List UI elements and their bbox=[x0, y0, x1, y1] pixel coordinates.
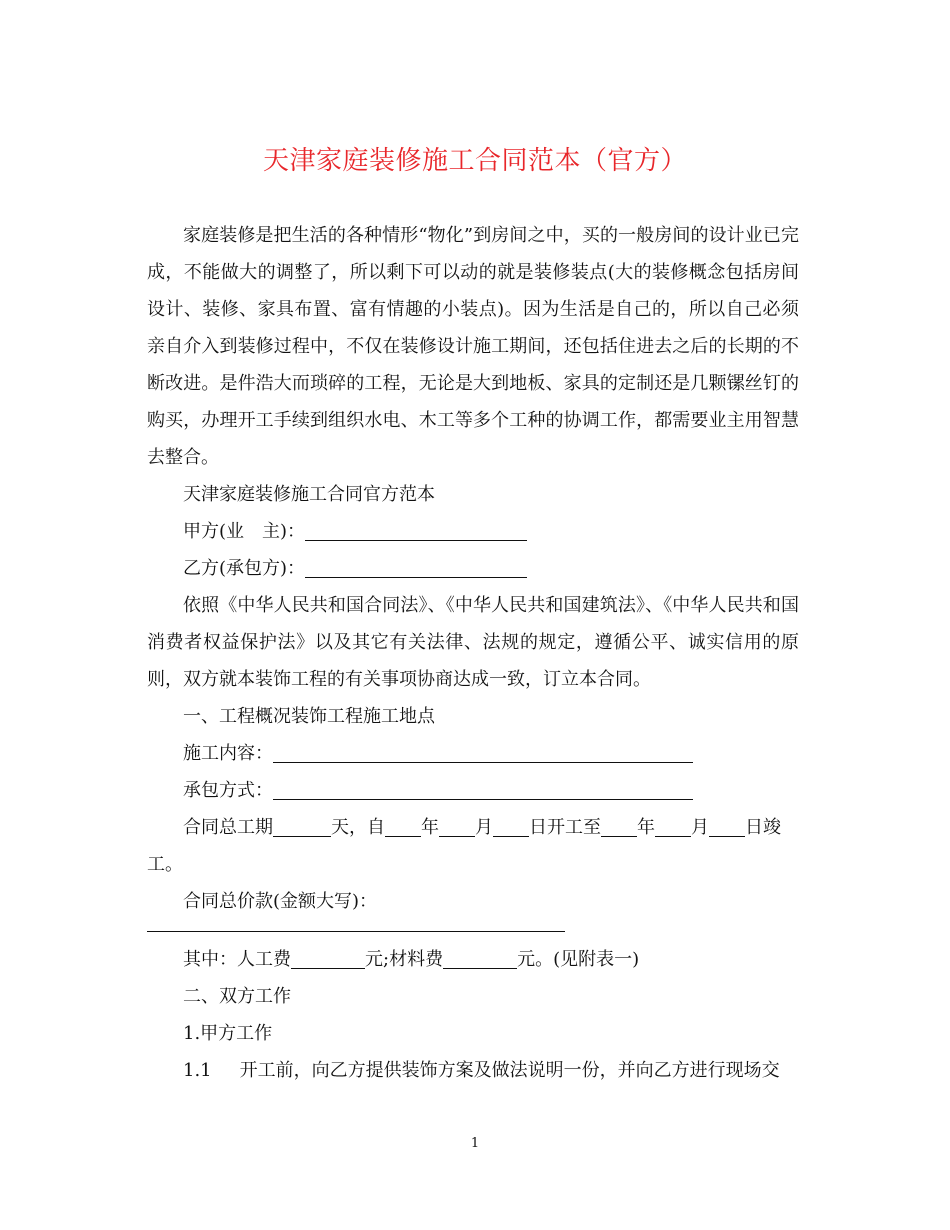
end-year-blank[interactable] bbox=[601, 814, 637, 837]
breakdown-line bbox=[147, 941, 799, 978]
contract-mode-label: 承包方式： bbox=[183, 780, 273, 801]
basis-paragraph: 依照《中华人民共和国合同法》、《中华人民共和国建筑法》、《中华人民共和国消费者权益保护法》以及其它有关法律、法规的规定，遵循公平、诚实信用的原则，双方就本装饰工程的有关事项协商达成一致，订立本合同。 bbox=[147, 595, 799, 690]
end-month-blank[interactable] bbox=[655, 814, 691, 837]
start-month-blank[interactable] bbox=[439, 814, 475, 837]
party-a-line bbox=[147, 513, 799, 550]
period-end-line: 工。 bbox=[147, 854, 183, 875]
party-b-blank[interactable] bbox=[305, 555, 527, 578]
party-b-label: 乙方(承包方)： bbox=[183, 558, 306, 579]
contract-mode-line bbox=[147, 772, 799, 809]
labor-cost-blank[interactable] bbox=[291, 946, 365, 969]
document-body bbox=[147, 217, 799, 920]
material-cost-blank[interactable] bbox=[443, 946, 517, 969]
content-line bbox=[147, 735, 799, 772]
page-number: 1 bbox=[470, 1136, 480, 1151]
breakdown-prefix: 其中：人工费 bbox=[183, 949, 291, 970]
party-b-line bbox=[147, 550, 799, 587]
item-1-1-number: 1.1 bbox=[183, 1060, 212, 1081]
period-month1-text: 月 bbox=[475, 817, 493, 838]
breakdown-labor-unit: 元;材料费 bbox=[365, 949, 444, 970]
content-blank[interactable] bbox=[273, 740, 693, 763]
item-1-1 bbox=[147, 1052, 799, 1089]
start-day-blank[interactable] bbox=[493, 814, 529, 837]
content-label: 施工内容： bbox=[183, 743, 273, 764]
party-a-label: 甲方(业 主)： bbox=[183, 521, 306, 542]
days-blank[interactable] bbox=[273, 814, 331, 837]
document-title: 天津家庭装修施工合同范本（官方） bbox=[262, 146, 687, 176]
section1-heading: 一、工程概况装饰工程施工地点 bbox=[183, 706, 435, 727]
period-days-text: 天，自 bbox=[331, 817, 385, 838]
breakdown-material-unit: 元。(见附表一) bbox=[517, 949, 640, 970]
total-price-blank[interactable] bbox=[147, 931, 565, 932]
party-a-blank[interactable] bbox=[305, 518, 527, 541]
total-price-line: 合同总价款(金额大写)： bbox=[183, 891, 378, 912]
end-day-blank[interactable] bbox=[709, 814, 745, 837]
period-year2-text: 年 bbox=[637, 817, 655, 838]
intro-paragraph: 家庭装修是把生活的各种情形“物化”到房间之中，买的一般房间的设计业已完成，不能做大的调整了，所以剩下可以动的就是装修装点(大的装修概念包括房间设计、装修、家具布置、富有情趣的小装点)。因为生活是自己的，所以自己必须亲自介入到装修过程中，不仅在装修设计施工期间，还包括住进去之后的长期的不断改进。是件浩大而琐碎的工程，无论是大到地板、家具的定制还是几颗镙丝钉的购买，办理开工手续到组织水电、木工等多个工种的协调工作，都需要业主用智慧去整合。 bbox=[147, 225, 799, 468]
period-month2-text: 月 bbox=[691, 817, 709, 838]
period-year1-text: 年 bbox=[421, 817, 439, 838]
section2-heading: 二、双方工作 bbox=[183, 986, 291, 1007]
start-year-blank[interactable] bbox=[385, 814, 421, 837]
period-day1-text: 日开工至 bbox=[529, 817, 601, 838]
contract-mode-blank[interactable] bbox=[273, 777, 693, 800]
period-label: 合同总工期 bbox=[183, 817, 273, 838]
subtitle-line: 天津家庭装修施工合同官方范本 bbox=[183, 484, 435, 505]
document-body-continued bbox=[147, 941, 799, 1089]
period-line bbox=[147, 809, 799, 846]
period-day2-text: 日竣 bbox=[745, 817, 781, 838]
subsection1-heading: 1.甲方工作 bbox=[183, 1023, 273, 1044]
item-1-1-text: 开工前，向乙方提供装饰方案及做法说明一份，并向乙方进行现场交 bbox=[239, 1060, 780, 1081]
